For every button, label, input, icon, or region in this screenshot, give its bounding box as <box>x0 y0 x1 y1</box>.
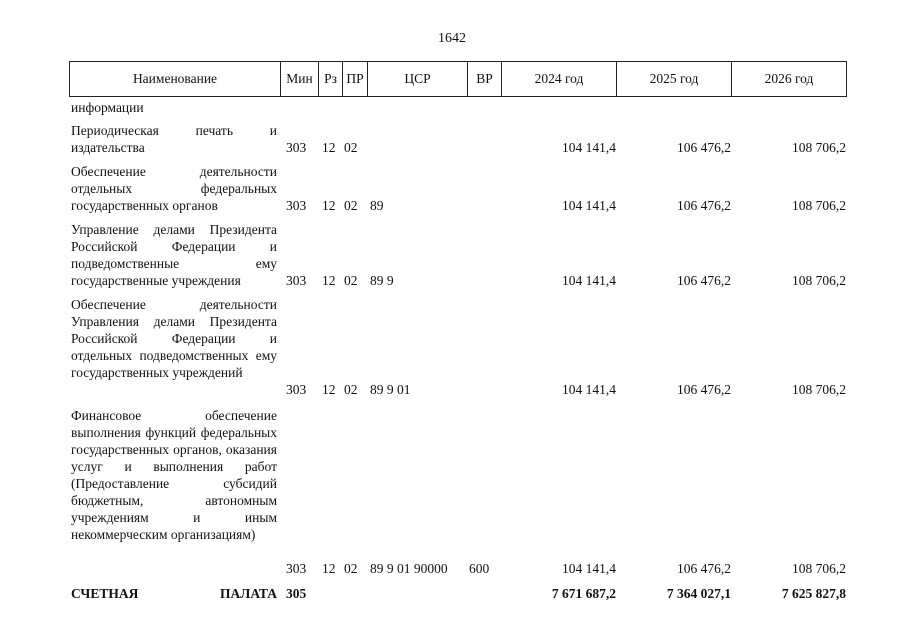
row-2025: 106 476,2 <box>677 273 731 288</box>
row-2025: 7 364 027,1 <box>666 586 731 601</box>
row-min: 303 <box>286 198 307 213</box>
row-name: Обеспечение деятельности отдельных федеральных государственных органов <box>71 164 277 213</box>
page-number: 1642 <box>438 31 466 46</box>
row-min: 303 <box>286 561 307 576</box>
row-2026: 108 706,2 <box>792 198 846 213</box>
row-name: СЧЕТНАЯ ПАЛАТА <box>71 586 277 601</box>
row-name: информации <box>71 100 144 115</box>
row-2025: 106 476,2 <box>677 140 731 155</box>
row-min: 303 <box>286 273 307 288</box>
row-pr: 02 <box>344 273 358 288</box>
row-2026: 108 706,2 <box>792 273 846 288</box>
row-rz: 12 <box>322 273 336 288</box>
row-2025: 106 476,2 <box>677 561 731 576</box>
row-min: 303 <box>286 382 307 397</box>
row-2024: 104 141,4 <box>562 198 616 213</box>
row-name: Периодическая печать и издательства <box>71 123 277 155</box>
row-2026: 7 625 827,8 <box>781 586 846 601</box>
header-vr: ВР <box>468 62 502 96</box>
header-pr: ПР <box>343 62 368 96</box>
row-csr: 89 9 01 <box>370 382 411 397</box>
row-rz: 12 <box>322 382 336 397</box>
row-pr: 02 <box>344 382 358 397</box>
row-2025: 106 476,2 <box>677 382 731 397</box>
row-2025: 106 476,2 <box>677 198 731 213</box>
table-header <box>69 61 847 97</box>
header-min: Мин <box>281 62 319 96</box>
row-2026: 108 706,2 <box>792 561 846 576</box>
row-2024: 104 141,4 <box>562 561 616 576</box>
row-csr: 89 9 <box>370 273 394 288</box>
row-pr: 02 <box>344 561 358 576</box>
header-rz: Рз <box>319 62 343 96</box>
row-name: Финансовое обеспечение выполнения функций федеральных государственных органов, оказания услуг и выполнения работ (Предоставление субсидий бюджетным, автономным учреждениям и иным некоммерческим организациям) <box>71 408 277 542</box>
row-pr: 02 <box>344 198 358 213</box>
header-2026: 2026 год <box>764 71 814 86</box>
row-rz: 12 <box>322 198 336 213</box>
header-2024: 2024 год <box>502 62 617 96</box>
row-2024: 104 141,4 <box>562 140 616 155</box>
header-name: Наименование <box>70 62 281 96</box>
row-min: 305 <box>286 586 307 601</box>
row-2024: 7 671 687,2 <box>551 586 616 601</box>
row-2026: 108 706,2 <box>792 140 846 155</box>
header-csr: ЦСР <box>368 62 468 96</box>
row-rz: 12 <box>322 561 336 576</box>
header-2025: 2025 год <box>617 62 732 96</box>
row-pr: 02 <box>344 140 358 155</box>
row-2024: 104 141,4 <box>562 382 616 397</box>
row-name: Управление делами Президента Российской Федерации и подведомственные ему государственные учреждения <box>71 222 277 288</box>
row-min: 303 <box>286 140 307 155</box>
row-2026: 108 706,2 <box>792 382 846 397</box>
row-rz: 12 <box>322 140 336 155</box>
row-vr: 600 <box>469 561 490 576</box>
row-name: Обеспечение деятельности Управления делами Президента Российской Федерации и отдельных подведомственных ему государственных учреждений <box>71 297 277 380</box>
row-2024: 104 141,4 <box>562 273 616 288</box>
row-csr: 89 9 01 90000 <box>370 561 448 576</box>
row-csr: 89 <box>370 198 384 213</box>
